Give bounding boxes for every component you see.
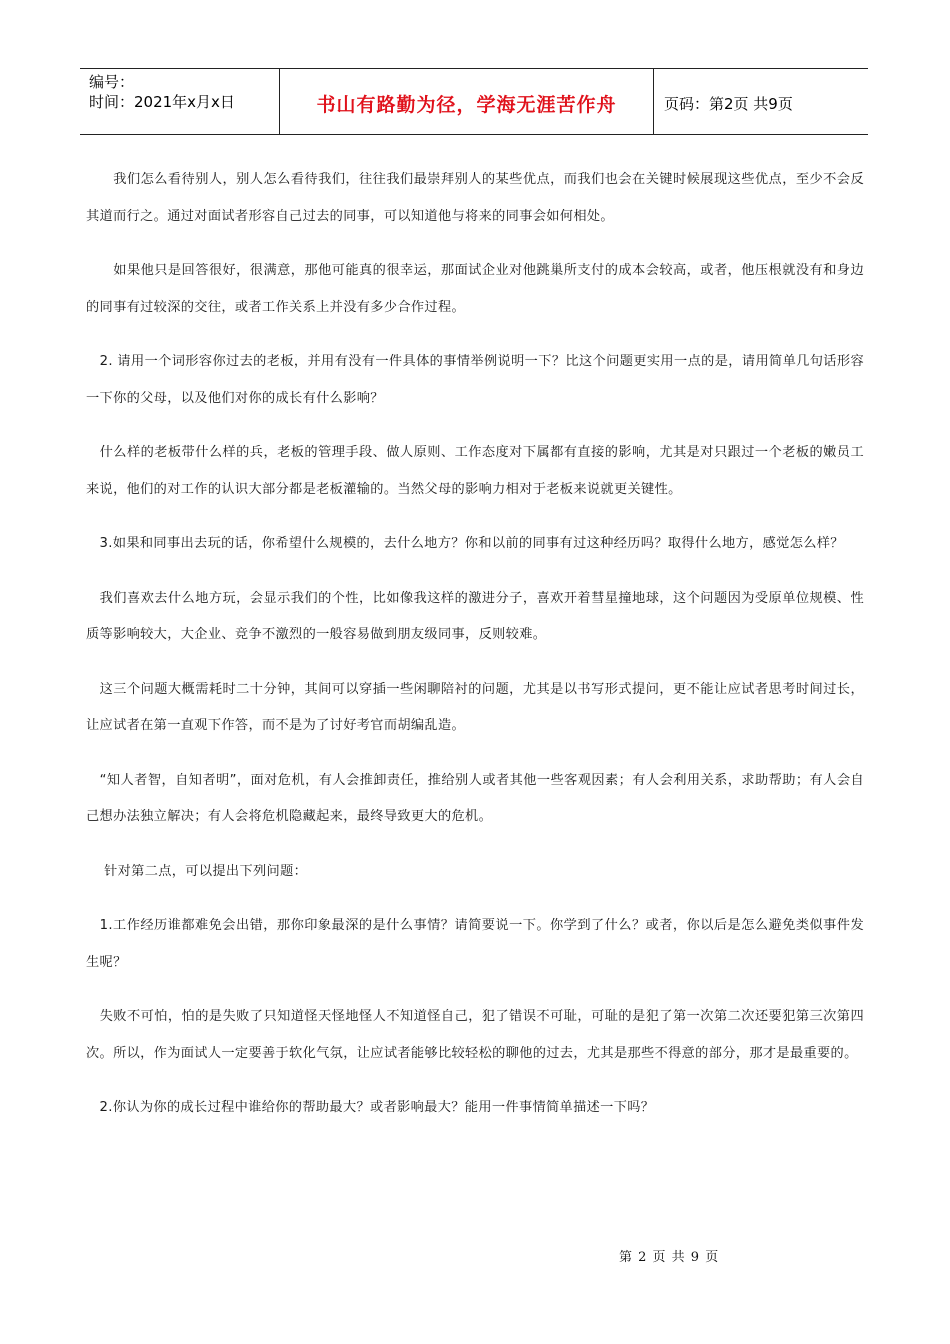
document-body xyxy=(86,162,864,1127)
paragraph: 3.如果和同事出去玩的话，你希望什么规模的，去什么地方？你和以前的同事有过这种经历吗？取得什么地方，感觉怎么样？ xyxy=(86,536,844,551)
page-header xyxy=(80,68,868,135)
page-footer: 第 2 页 共 9 页 xyxy=(619,1250,720,1265)
paragraph: 针对第二点，可以提出下列问题： xyxy=(86,863,308,879)
paragraph: 2. 请用一个词形容你过去的老板，并用有没有一件具体的事情举例说明一下？比这个问题更实用一点的是，请用简单几句话形容一下你的父母，以及他们对你的成长有什么影响？ xyxy=(86,354,864,406)
header-motto: 书山有路勤为径，学海无涯苦作舟 xyxy=(280,69,654,134)
paragraph: 什么样的老板带什么样的兵，老板的管理手段、做人原则、工作态度对下属都有直接的影响，尤其是对只跟过一个老板的嫩员工来说，他们的对工作的认识大部分都是老板灌输的。当然父母的影响力相对于老板来说就更关键性。 xyxy=(86,445,864,497)
paragraph: “知人者智，自知者明”，面对危机，有人会推卸责任，推给别人或者其他一些客观因素；有人会利用关系，求助帮助；有人会自己想办法独立解决；有人会将危机隐藏起来，最终导致更大的危机。 xyxy=(86,772,864,824)
paragraph: 2.你认为你的成长过程中谁给你的帮助最大？或者影响最大？能用一件事情简单描述一下吗？ xyxy=(86,1100,655,1115)
paragraph: 失败不可怕，怕的是失败了只知道怪天怪地怪人不知道怪自己，犯了错误不可耻，可耻的是犯了第一次第二次还要犯第三次第四次。所以，作为面试人一定要善于软化气氛，让应试者能够比较轻松的聊他的过去，尤其是那些不得意的部分，那才是最重要的。 xyxy=(86,1009,864,1061)
number-label: 编号： xyxy=(89,73,135,91)
paragraph: 我们怎么看待别人，别人怎么看待我们，往往我们最崇拜别人的某些优点，而我们也会在关键时候展现这些优点，至少不会反其道而行之。通过对面试者形容自己过去的同事，可以知道他与将来的同事会如何相处。 xyxy=(86,172,864,224)
paragraph: 如果他只是回答很好，很满意，那他可能真的很幸运，那面试企业对他跳巢所支付的成本会较高，或者，他压根就没有和身边的同事有过较深的交往，或者工作关系上并没有多少合作过程。 xyxy=(86,263,864,315)
date-label: 时间：2021年x月x日 xyxy=(89,93,235,111)
paragraph: 我们喜欢去什么地方玩，会显示我们的个性，比如像我这样的激进分子，喜欢开着彗星撞地球，这个问题因为受原单位规模、性质等影响较大，大企业、竞争不激烈的一般容易做到朋友级同事，反则较难。 xyxy=(86,590,864,642)
paragraph: 1.工作经历谁都难免会出错，那你印象最深的是什么事情？请简要说一下。你学到了什么？或者，你以后是怎么避免类似事件发生呢？ xyxy=(86,918,864,970)
header-page-label: 页码：第2页 共9页 xyxy=(664,95,793,113)
paragraph: 这三个问题大概需耗时二十分钟，其间可以穿插一些闲聊陪衬的问题，尤其是以书写形式提问，更不能让应试者思考时间过长，让应试者在第一直观下作答，而不是为了讨好考官而胡编乱造。 xyxy=(86,681,864,733)
header-meta xyxy=(80,69,280,134)
